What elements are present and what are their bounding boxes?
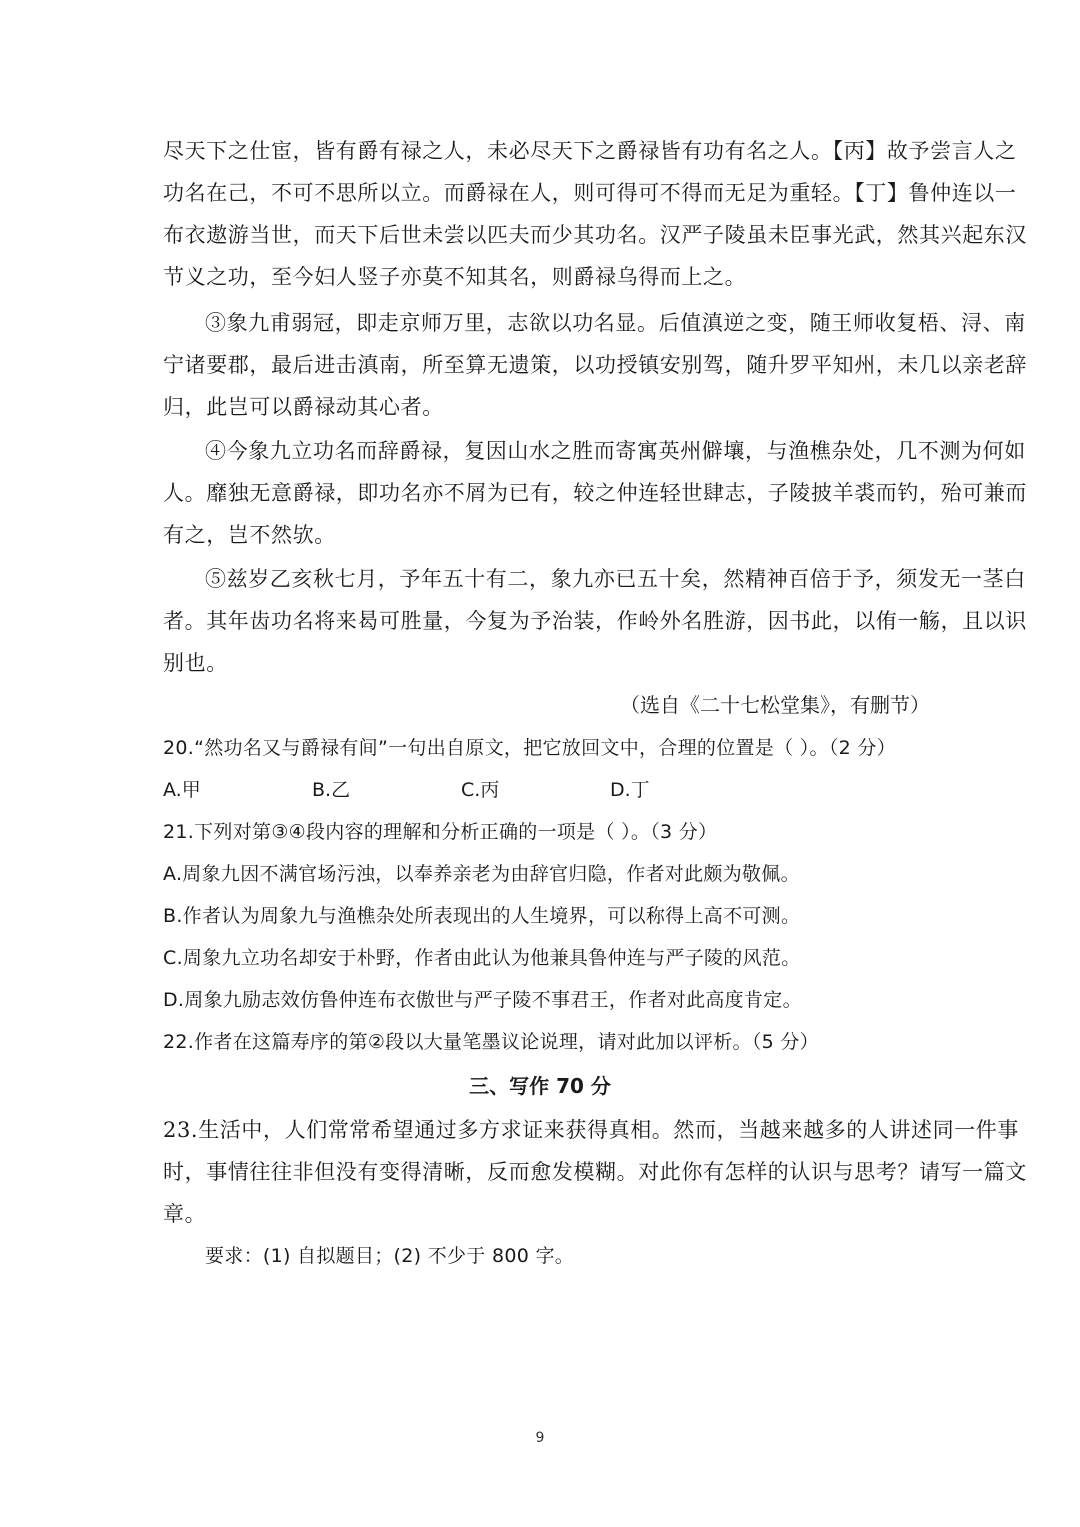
- question-22-stem: 22.作者在这篇寿序的第②段以大量笔墨议论说理，请对此加以评析。（5 分）: [163, 1031, 819, 1053]
- passage-para4-line-3: 有之，岂不然欤。: [163, 523, 336, 547]
- passage-para3-line-3: 归，此岂可以爵禄动其心者。: [163, 395, 444, 419]
- writing-section-title: 三、写作 70 分: [469, 1074, 611, 1098]
- passage-para2-line-1: 尽天下之仕宦，皆有爵有禄之人，未必尽天下之爵禄皆有功有名之人。【丙】故予尝言人之: [163, 139, 1017, 163]
- passage-source: （选自《二十七松堂集》，有删节）: [620, 693, 930, 717]
- passage-para2-line-2: 功名在己，不可不思所以立。而爵禄在人，则可得可不得而无足为重轻。【丁】鲁仲连以一: [163, 181, 1017, 205]
- question-21-option-c: C.周象九立功名却安于朴野，作者由此认为他兼具鲁仲连与严子陵的风范。: [163, 947, 801, 969]
- question-20-option-c: C.丙: [461, 779, 500, 801]
- passage-para3-line-1: ③象九甫弱冠，即走京师万里，志欲以功名显。后值滇逆之变，随王师收复梧、浔、南: [205, 311, 1026, 335]
- passage-para5-line-2: 者。其年齿功名将来曷可胜量，今复为予治装，作岭外名胜游，因书此，以侑一觞，且以识: [163, 609, 1027, 633]
- passage-para4-line-1: ④今象九立功名而辞爵禄，复因山水之胜而寄寓英州僻壤，与渔樵杂处，几不测为何如: [205, 439, 1026, 463]
- question-21-stem: 21.下列对第③④段内容的理解和分析正确的一项是（ ）。（3 分）: [163, 821, 718, 843]
- question-21-option-b: B.作者认为周象九与渔樵杂处所表现出的人生境界，可以称得上高不可测。: [163, 905, 801, 927]
- question-23-line-2: 时，事情往往非但没有变得清晰，反而愈发模糊。对此你有怎样的认识与思考？请写一篇文: [163, 1160, 1027, 1184]
- passage-para5-line-3: 别也。: [163, 651, 228, 675]
- passage-para5-line-1: ⑤兹岁乙亥秋七月，予年五十有二，象九亦已五十矣，然精神百倍于予，须发无一茎白: [205, 567, 1026, 591]
- question-21-option-d: D.周象九励志效仿鲁仲连布衣傲世与严子陵不事君王，作者对此高度肯定。: [163, 989, 802, 1011]
- passage-para2-line-3: 布衣遨游当世，而天下后世未尝以匹夫而少其功名。汉严子陵虽未臣事光武，然其兴起东汉: [163, 223, 1027, 247]
- page-number: 9: [535, 1430, 545, 1446]
- passage-para2-line-4: 节义之功，至今妇人竖子亦莫不知其名，则爵禄乌得而上之。: [163, 265, 747, 289]
- passage-para3-line-2: 宁诸要郡，最后进击滇南，所至算无遗策，以功授镇安别驾，随升罗平知州，未几以亲老辞: [163, 353, 1027, 377]
- question-23-line-3: 章。: [163, 1202, 207, 1226]
- passage-para4-line-2: 人。靡独无意爵禄，即功名亦不屑为已有，较之仲连轻世肆志，子陵披羊裘而钓，殆可兼而: [163, 481, 1027, 505]
- question-20-option-b: B.乙: [312, 779, 351, 801]
- question-21-option-a: A.周象九因不满官场污浊，以奉养亲老为由辞官归隐，作者对此颇为敬佩。: [163, 863, 800, 885]
- writing-requirements: 要求：(1) 自拟题目；(2) 不少于 800 字。: [205, 1245, 575, 1267]
- question-20-option-d: D.丁: [610, 779, 650, 801]
- question-20-option-a: A.甲: [163, 779, 201, 801]
- question-23-line-1: 23.生活中，人们常常希望通过多方求证来获得真相。然而，当越来越多的人讲述同一件事: [163, 1118, 1019, 1142]
- question-20-stem: 20.“然功名又与爵禄有间”一句出自原文，把它放回文中，合理的位置是（ ）。（2 分）: [163, 737, 896, 759]
